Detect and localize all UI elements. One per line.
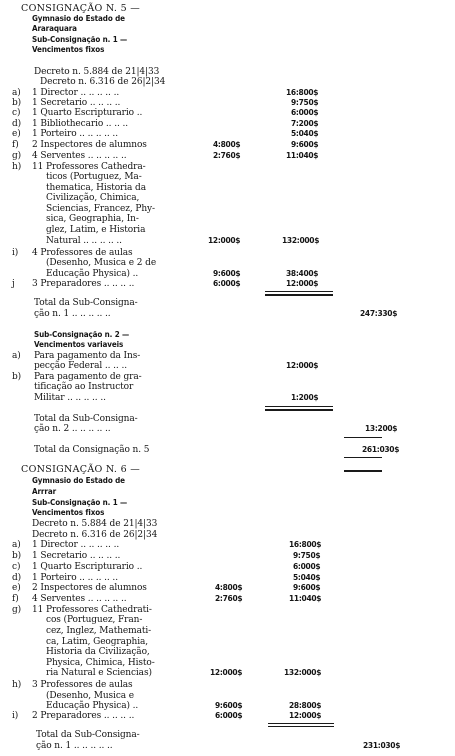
amount-unit: 2:760$: [215, 594, 243, 603]
item-letter: e): [12, 129, 21, 139]
item-letter: b): [12, 551, 22, 561]
item-text: 2 Inspectores de alumnos: [32, 583, 147, 593]
item-letter: a): [12, 351, 21, 361]
amount-total: 9:750$: [293, 551, 321, 560]
amount-total: 9:600$: [293, 583, 321, 592]
amount-unit: 2:760$: [213, 151, 241, 160]
amount-total: 16:800$: [286, 88, 319, 97]
item-text: 2 Inspectores de alumnos: [32, 140, 147, 150]
amount-total: 9:600$: [291, 140, 319, 149]
amount-total: 6:000$: [291, 108, 319, 117]
item-text: Sciencias, Francez, Phy-: [46, 204, 155, 214]
amount-total: 9:750$: [291, 98, 319, 107]
item-text: Educação Physica) ..: [46, 701, 139, 711]
sum-rule: [344, 470, 382, 472]
amount-total: 28:800$: [289, 701, 322, 710]
amount-unit: 4:800$: [213, 140, 241, 149]
item-text: 1 Quarto Escripturario ..: [32, 562, 143, 572]
item-text: Para pagamento de gra-: [34, 372, 142, 382]
amount-unit: 9:600$: [215, 701, 243, 710]
amount-total: 7:200$: [291, 119, 319, 128]
item-text: 4 Serventes .. .. .. .. ..: [32, 151, 127, 161]
item-text: 1 Director .. .. .. .. ..: [32, 88, 120, 98]
item-text: Historia da Civilização,: [46, 647, 150, 657]
item-text: 4 Serventes .. .. .. .. ..: [32, 594, 127, 604]
item-text: 1 Bibliothecario .. .. ..: [32, 119, 129, 129]
item-text: Militar .. .. .. .. ..: [34, 393, 106, 403]
sub-consignacao-heading: Sub-Consignação n. 1 —: [32, 498, 128, 507]
amount-total: 12:000$: [286, 279, 319, 288]
item-text: (Desenho, Musica e: [46, 691, 135, 701]
decree-line: Decreto n. 6.316 de 26|2|34: [40, 77, 166, 87]
item-letter: b): [12, 98, 22, 108]
item-letter: e): [12, 583, 21, 593]
item-text: ticos (Portuguez, Ma-: [46, 172, 142, 182]
consignacao-total-label: Total da Consignação n. 5: [34, 445, 150, 455]
sum-rule: [344, 457, 382, 458]
item-text: ca, Latim, Geographia,: [46, 637, 149, 647]
decree-line: Decreto n. 5.884 de 21|4|33: [32, 519, 158, 529]
item-text: 4 Professores de aulas: [32, 248, 133, 258]
sub-consignacao-heading: Vencimentos fixos: [32, 508, 105, 517]
sum-rule: [265, 291, 333, 292]
school-name: Gymnasio do Estado de: [32, 14, 125, 23]
school-name: Arrrar: [32, 487, 57, 496]
sub-consignacao-heading: Sub-Consignação n. 2 —: [34, 330, 130, 339]
item-text: Physica, Chimica, Histo-: [46, 658, 155, 668]
item-letter: j: [12, 279, 15, 289]
amount-total: 11:040$: [289, 594, 322, 603]
item-letter: f): [12, 594, 19, 604]
decree-line: Decreto n. 5.884 de 21|4|33: [34, 67, 160, 77]
sub-consignacao-heading: Vencimentos fixos: [32, 45, 105, 54]
amount-total: 132:000$: [284, 668, 322, 677]
item-text: tificação ao Instructor: [34, 382, 134, 392]
item-letter: c): [12, 562, 21, 572]
amount-total: 6:000$: [293, 562, 321, 571]
item-letter: d): [12, 119, 22, 129]
amount-total: 38:400$: [286, 269, 319, 278]
item-letter: h): [12, 162, 22, 172]
item-text: ria Natural e Sciencias): [46, 668, 152, 678]
item-letter: d): [12, 573, 22, 583]
amount-unit: 9:600$: [213, 269, 241, 278]
item-text: 1 Director .. .. .. .. ..: [32, 540, 120, 550]
item-text: Educação Physica) ..: [46, 269, 139, 279]
sum-rule: [344, 437, 382, 438]
consignacao-total-value: 261:030$: [362, 445, 400, 454]
amount-total: 132:000$: [282, 236, 320, 245]
item-letter: i): [12, 248, 19, 258]
amount-total: 16:800$: [289, 540, 322, 549]
amount-total: 12:000$: [286, 361, 319, 370]
item-text: glez, Latim, e Historia: [46, 225, 146, 235]
subtotal-label: ção n. 1 .. .. .. .. ..: [34, 309, 111, 319]
sum-rule: [268, 726, 334, 727]
section-title: CONSIGNAÇÃO N. 5 —: [21, 3, 141, 14]
sum-rule: [268, 723, 334, 724]
item-letter: h): [12, 680, 22, 690]
section-title: CONSIGNAÇÃO N. 6 —: [21, 464, 141, 475]
item-text: 11 Professores Cathedrati-: [32, 605, 152, 615]
item-text: 11 Professores Cathedra-: [32, 162, 146, 172]
amount-total: 11:040$: [286, 151, 319, 160]
item-letter: g): [12, 151, 22, 161]
item-letter: c): [12, 108, 21, 118]
amount-unit: 12:000$: [210, 668, 243, 677]
item-text: 1 Porteiro .. .. .. .. ..: [32, 129, 118, 139]
item-letter: g): [12, 605, 22, 615]
item-text: pecção Federal .. .. ..: [34, 361, 127, 371]
subtotal-label: Total da Sub-Consigna-: [36, 730, 140, 740]
school-name: Araraquara: [32, 24, 77, 33]
subtotal-value: 247:330$: [360, 309, 398, 318]
item-text: Natural .. .. .. .. ..: [46, 236, 122, 246]
item-text: (Desenho, Musica e 2 de: [46, 258, 157, 268]
sub-consignacao-heading: Sub-Consignação n. 1 —: [32, 35, 128, 44]
amount-total: 5:040$: [291, 129, 319, 138]
subtotal-label: ção n. 1 .. .. .. .. ..: [36, 741, 113, 751]
amount-unit: 6:000$: [215, 711, 243, 720]
amount-total: 12:000$: [289, 711, 322, 720]
sum-rule: [265, 294, 333, 296]
item-text: Civilização, Chimica,: [46, 193, 140, 203]
item-text: 3 Preparadores .. .. .. ..: [32, 279, 135, 289]
decree-line: Decreto n. 6.316 de 26|2|34: [32, 530, 158, 540]
school-name: Gymnasio do Estado de: [32, 476, 125, 485]
item-text: thematica, Historia da: [46, 183, 146, 193]
item-text: 1 Secretario .. .. .. ..: [32, 551, 121, 561]
amount-total: 5:040$: [293, 573, 321, 582]
amount-unit: 4:800$: [215, 583, 243, 592]
item-letter: i): [12, 711, 19, 721]
item-text: 1 Quarto Escripturario ..: [32, 108, 143, 118]
item-text: 1 Porteiro .. .. .. .. ..: [32, 573, 118, 583]
subtotal-label: Total da Sub-Consigna-: [34, 414, 138, 424]
item-text: sica, Geographia, In-: [46, 214, 139, 224]
amount-total: 1:200$: [291, 393, 319, 402]
sum-rule: [265, 409, 333, 411]
amount-unit: 12:000$: [208, 236, 241, 245]
item-text: cos (Portuguez, Fran-: [46, 615, 143, 625]
item-text: 1 Secretario .. .. .. ..: [32, 98, 121, 108]
item-letter: a): [12, 540, 21, 550]
item-letter: f): [12, 140, 19, 150]
sum-rule: [265, 406, 333, 407]
item-text: cez, Inglez, Mathemati-: [46, 626, 152, 636]
item-text: 3 Professores de aulas: [32, 680, 133, 690]
amount-unit: 6:000$: [213, 279, 241, 288]
item-letter: b): [12, 372, 22, 382]
subtotal-label: ção n. 2 .. .. .. .. ..: [34, 424, 111, 434]
subtotal-value: 231:030$: [363, 741, 401, 750]
item-text: Para pagamento da Ins-: [34, 351, 141, 361]
item-text: 2 Preparadores .. .. .. ..: [32, 711, 135, 721]
subtotal-label: Total da Sub-Consigna-: [34, 298, 138, 308]
subtotal-value: 13:200$: [365, 424, 398, 433]
sub-consignacao-heading: Vencimentos variaveis: [34, 340, 124, 349]
item-letter: a): [12, 88, 21, 98]
